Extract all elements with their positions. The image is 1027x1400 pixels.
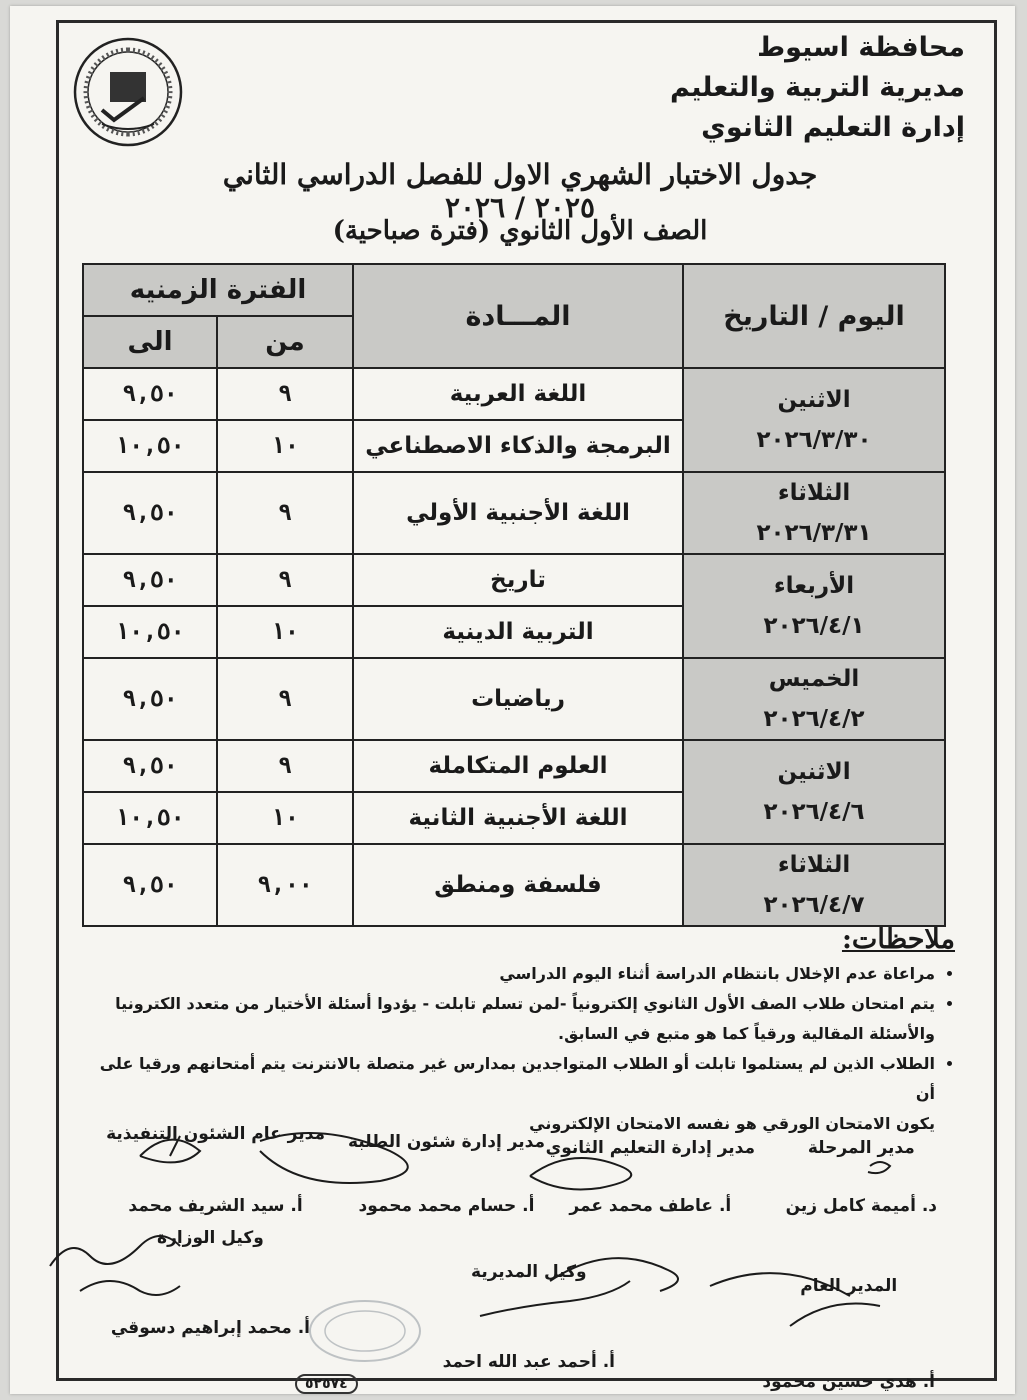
subject-cell: البرمجة والذكاء الاصطناعي: [353, 420, 683, 472]
notes-section: [95, 924, 955, 1139]
day-date-cell: [683, 554, 945, 658]
table-row: [83, 554, 945, 606]
from-cell: ٩: [217, 368, 353, 420]
signatory-title: وكيل المديرية: [471, 1262, 587, 1282]
schedule-title: جدول الاختبار الشهري الاول للفصل الدراسي الثاني ٢٠٢٥ / ٢٠٢٦: [222, 158, 818, 224]
subject-cell: رياضيات: [353, 658, 683, 740]
day-name: الخميس: [768, 666, 860, 692]
signatory-title: مدير المرحلة: [807, 1138, 915, 1158]
signatory-name: أ. هدي حسين محمود: [762, 1372, 935, 1392]
to-cell: ٩,٥٠: [83, 658, 217, 740]
notes-title: ملاحظات:: [841, 924, 955, 955]
day-name: الاثنين: [777, 759, 851, 785]
signatory-name: أ. محمد إبراهيم دسوقي: [110, 1318, 310, 1338]
table-row: [83, 368, 945, 420]
subject-cell: التربية الدينية: [353, 606, 683, 658]
signatory-name: أ. حسام محمد محمود: [358, 1196, 535, 1216]
note-item: • الطلاب الذين لم يستلموا تابلت أو الطلاب المتواجدين بمدارس غير متصلة بالانترنت يتم أمتحانهم ورقيا على أن: [95, 1049, 935, 1109]
day-date-cell: [683, 368, 945, 472]
note-item: • يتم امتحان طلاب الصف الأول الثانوي إلكترونياً -لمن تسلم تابلت - يؤدوا أسئلة الأختيار من متعدد الكترونيا: [95, 989, 935, 1019]
from-cell: ٩: [217, 472, 353, 554]
exam-date: ٢٠٢٦/٤/٢: [763, 706, 865, 732]
day-name: الثلاثاء: [777, 852, 851, 878]
exam-date: ٢٠٢٦/٣/٣٠: [756, 427, 872, 453]
to-cell: ١٠,٥٠: [83, 420, 217, 472]
header-time-period: الفترة الزمنيه: [83, 264, 353, 316]
exam-schedule-table: [82, 263, 946, 927]
signatory-title: مدير عام الشئون التنفيذية: [106, 1124, 325, 1144]
table-row: [83, 472, 945, 554]
directorate: مديرية التربية والتعليم: [670, 72, 965, 103]
subject-cell: تاريخ: [353, 554, 683, 606]
to-cell: ٩,٥٠: [83, 844, 217, 926]
to-cell: ١٠,٥٠: [83, 792, 217, 844]
handwritten-signatures: [10, 1116, 1015, 1386]
signatory-name: أ. عاطف محمد عمر: [569, 1196, 732, 1216]
ministry-logo-seal: [72, 36, 184, 148]
signatory-title: مدير إدارة التعليم الثانوي: [545, 1138, 755, 1158]
signatory-name: أ. أحمد عبد الله احمد: [442, 1352, 615, 1372]
to-cell: ٩,٥٠: [83, 368, 217, 420]
day-date-cell: [683, 844, 945, 926]
day-name: الثلاثاء: [777, 480, 851, 506]
from-cell: ٩: [217, 740, 353, 792]
to-cell: ٩,٥٠: [83, 554, 217, 606]
faint-stamp: [305, 1296, 425, 1366]
note-continuation: والأسئلة المقالية ورقياً كما هو متبع في السابق.: [557, 1024, 935, 1043]
letterhead: [670, 28, 965, 148]
reference-number: ٥٢٥٧٤: [295, 1374, 358, 1394]
exam-date: ٢٠٢٦/٤/١: [763, 613, 865, 639]
to-cell: ١٠,٥٠: [83, 606, 217, 658]
subject-cell: اللغة الأجنبية الثانية: [353, 792, 683, 844]
from-cell: ١٠: [217, 792, 353, 844]
from-cell: ١٠: [217, 606, 353, 658]
exam-date: ٢٠٢٦/٣/٣١: [756, 520, 872, 546]
day-date-cell: [683, 658, 945, 740]
to-cell: ٩,٥٠: [83, 472, 217, 554]
header-from: من: [217, 316, 353, 368]
subject-cell: اللغة الأجنبية الأولي: [353, 472, 683, 554]
table-row: [83, 658, 945, 740]
signatory-title: المدير العام: [800, 1276, 898, 1296]
administration: إدارة التعليم الثانوي: [701, 112, 965, 143]
day-date-cell: [683, 472, 945, 554]
note-continuation: يكون الامتحان الورقي هو نفسه الامتحان الإلكتروني: [529, 1114, 935, 1133]
day-date-cell: [683, 740, 945, 844]
exam-date: ٢٠٢٦/٤/٦: [763, 799, 865, 825]
to-cell: ٩,٥٠: [83, 740, 217, 792]
signatory-title: مدير إدارة شئون الطلبة: [347, 1132, 545, 1152]
header-to: الى: [83, 316, 217, 368]
from-cell: ٩: [217, 658, 353, 740]
note-item: • مراعاة عدم الإخلال بانتظام الدراسة أثناء اليوم الدراسي: [95, 959, 935, 989]
table-row: [83, 740, 945, 792]
exam-date: ٢٠٢٦/٤/٧: [763, 892, 865, 918]
from-cell: ٩: [217, 554, 353, 606]
day-name: الاثنين: [777, 387, 851, 413]
governorate: محافظة اسيوط: [757, 32, 965, 63]
grade-subtitle: الصف الأول الثانوي (فترة صباحية): [332, 216, 708, 246]
signatory-name: أ. سيد الشريف محمد: [128, 1196, 303, 1216]
from-cell: ١٠: [217, 420, 353, 472]
subject-cell: العلوم المتكاملة: [353, 740, 683, 792]
signatory-name: د. أميمة كامل زين: [785, 1196, 937, 1216]
header-subject: المـــادة: [353, 264, 683, 368]
table-row: [83, 844, 945, 926]
document-page: [10, 6, 1015, 1394]
day-name: الأربعاء: [773, 573, 855, 599]
from-cell: ٩,٠٠: [217, 844, 353, 926]
signatory-title: وكيل الوزارة: [157, 1228, 264, 1248]
subject-cell: فلسفة ومنطق: [353, 844, 683, 926]
header-day-date: اليوم / التاريخ: [683, 264, 945, 368]
subject-cell: اللغة العربية: [353, 368, 683, 420]
